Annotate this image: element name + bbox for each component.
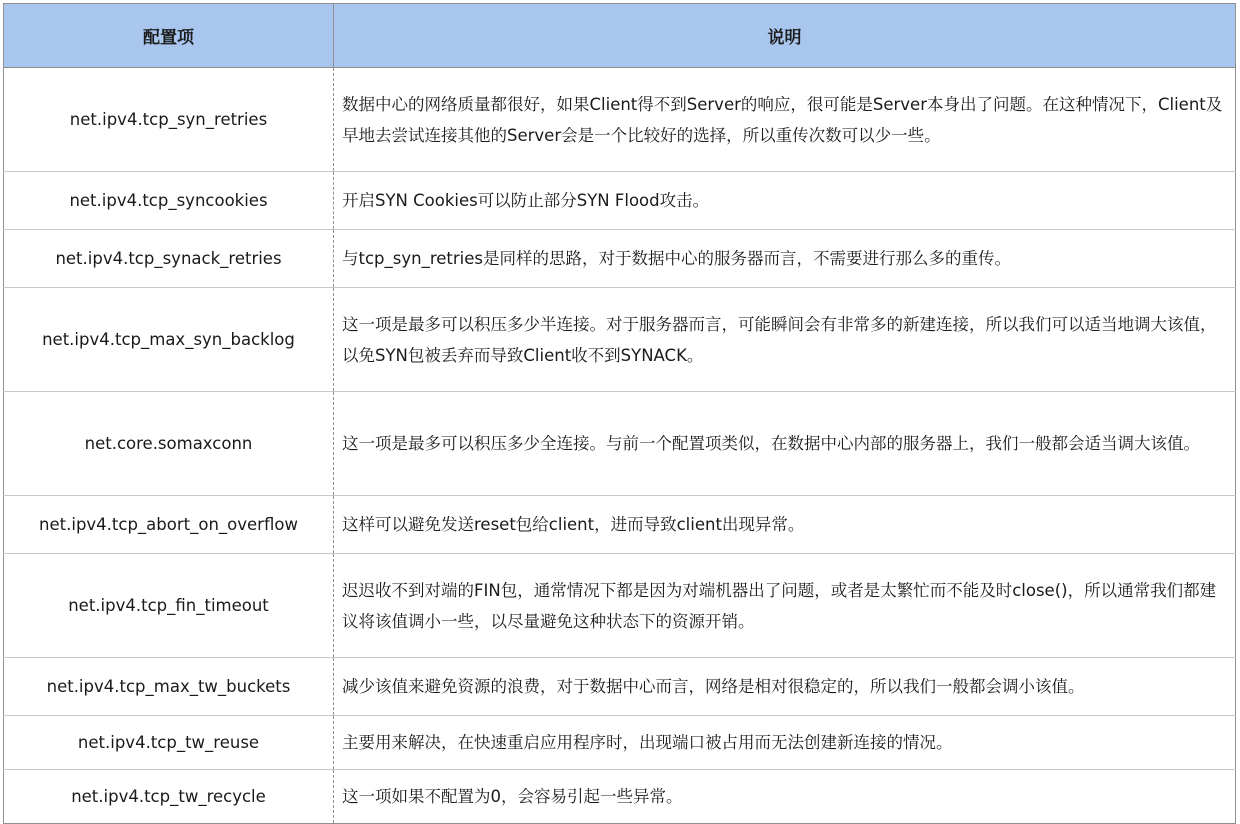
table-row	[4, 68, 1236, 172]
config-key: net.ipv4.tcp_fin_timeout	[4, 554, 334, 658]
config-description: 与tcp_syn_retries是同样的思路，对于数据中心的服务器而言，不需要进行那么多的重传。	[334, 230, 1236, 288]
header-config-item: 配置项	[4, 4, 334, 68]
config-description: 开启SYN Cookies可以防止部分SYN Flood攻击。	[334, 172, 1236, 230]
config-table-container	[3, 3, 1235, 806]
table-row	[4, 392, 1236, 496]
config-key: net.core.somaxconn	[4, 392, 334, 496]
config-key: net.ipv4.tcp_max_syn_backlog	[4, 288, 334, 392]
table-row	[4, 658, 1236, 716]
sysctl-config-table	[3, 3, 1236, 824]
config-key: net.ipv4.tcp_syn_retries	[4, 68, 334, 172]
config-key: net.ipv4.tcp_synack_retries	[4, 230, 334, 288]
config-key: net.ipv4.tcp_abort_on_overflow	[4, 496, 334, 554]
config-description: 这一项是最多可以积压多少半连接。对于服务器而言，可能瞬间会有非常多的新建连接，所以我们可以适当地调大该值，以免SYN包被丢弃而导致Client收不到SYNACK。	[334, 288, 1236, 392]
config-description: 数据中心的网络质量都很好，如果Client得不到Server的响应，很可能是Server本身出了问题。在这种情况下，Client及早地去尝试连接其他的Server会是一个比较好的选择，所以重传次数可以少一些。	[334, 68, 1236, 172]
config-key: net.ipv4.tcp_tw_recycle	[4, 770, 334, 824]
config-description: 减少该值来避免资源的浪费，对于数据中心而言，网络是相对很稳定的，所以我们一般都会调小该值。	[334, 658, 1236, 716]
config-description: 迟迟收不到对端的FIN包，通常情况下都是因为对端机器出了问题，或者是太繁忙而不能及时close()，所以通常我们都建议将该值调小一些，以尽量避免这种状态下的资源开销。	[334, 554, 1236, 658]
table-row	[4, 172, 1236, 230]
config-key: net.ipv4.tcp_syncookies	[4, 172, 334, 230]
table-row	[4, 288, 1236, 392]
table-row	[4, 716, 1236, 770]
table-row	[4, 770, 1236, 824]
config-description: 这样可以避免发送reset包给client，进而导致client出现异常。	[334, 496, 1236, 554]
header-description: 说明	[334, 4, 1236, 68]
config-description: 这一项是最多可以积压多少全连接。与前一个配置项类似，在数据中心内部的服务器上，我们一般都会适当调大该值。	[334, 392, 1236, 496]
table-row	[4, 230, 1236, 288]
table-row	[4, 496, 1236, 554]
table-row	[4, 554, 1236, 658]
config-description: 这一项如果不配置为0，会容易引起一些异常。	[334, 770, 1236, 824]
table-header-row	[4, 4, 1236, 68]
config-key: net.ipv4.tcp_tw_reuse	[4, 716, 334, 770]
config-description: 主要用来解决，在快速重启应用程序时，出现端口被占用而无法创建新连接的情况。	[334, 716, 1236, 770]
config-key: net.ipv4.tcp_max_tw_buckets	[4, 658, 334, 716]
